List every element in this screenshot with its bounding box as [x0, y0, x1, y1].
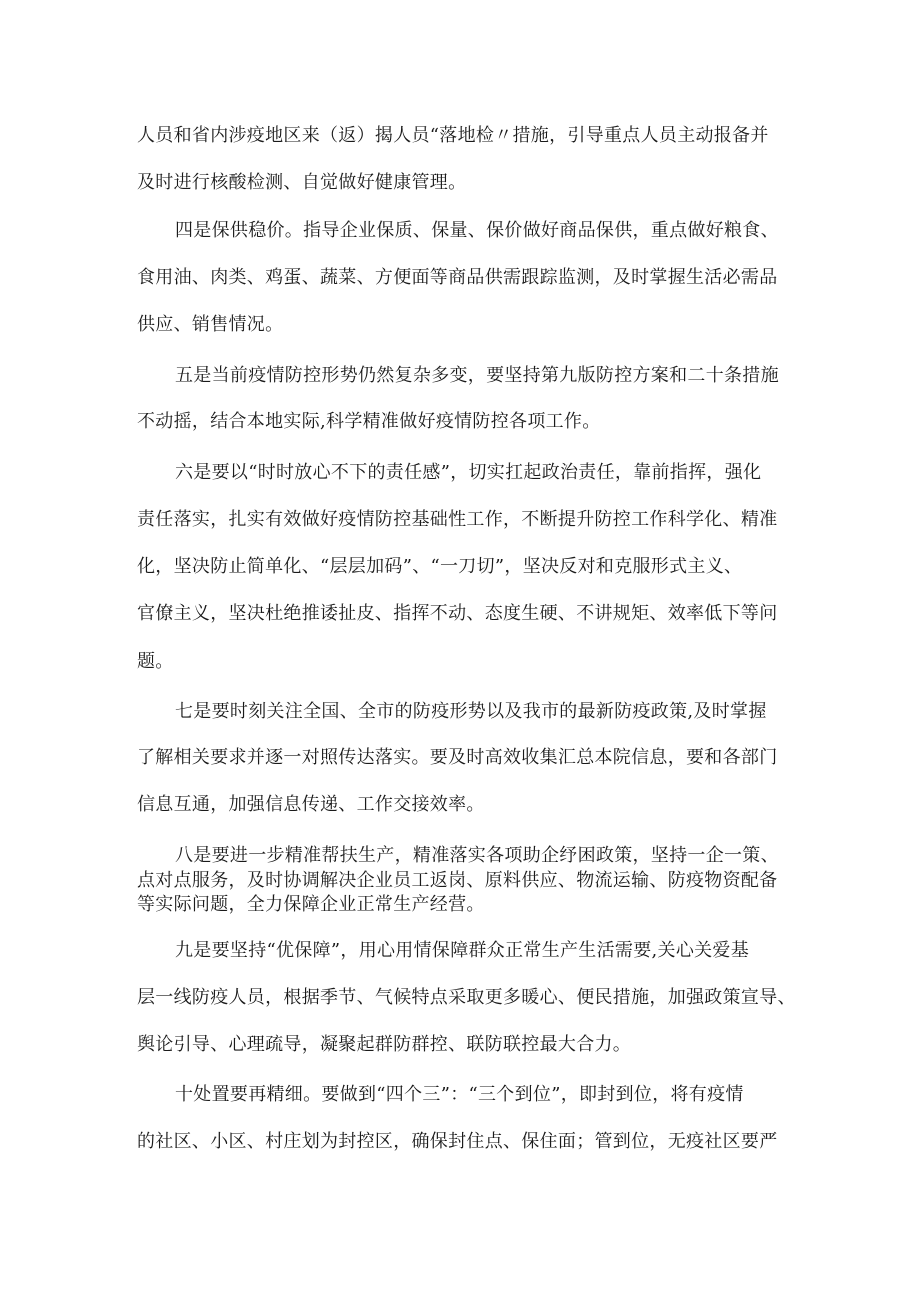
- paragraph-2-line-2: 食用油、肉类、鸡蛋、蔬菜、方便面等商品供需跟踪监测，及时掌握生活必需品: [137, 267, 778, 288]
- paragraph-3-line-2: 不动摇，结合本地实际,科学精准做好疫情防控各项工作。: [137, 411, 601, 432]
- paragraph-7-line-2: 层一线防疫人员，根据季节、气候特点采取更多暖心、便民措施，加强政策宣导、: [137, 987, 796, 1008]
- paragraph-4-line-5: 题。: [137, 651, 174, 672]
- paragraph-2-line-3: 供应、销售情况。: [137, 314, 284, 335]
- paragraph-8-line-1: 十处置要再精细。要做到“四个三”：“三个到位”，即封到位，将有疫情: [175, 1084, 744, 1105]
- paragraph-4-line-3: 化，坚决防止简单化、“层层加码”、“一刀切”，坚决反对和克服形式主义、: [137, 556, 743, 577]
- paragraph-7-line-1: 九是要坚持“优保障”，用心用情保障群众正常生产生活需要,关心关爱基: [175, 940, 750, 961]
- paragraph-4-line-2: 责任落实，扎实有效做好疫情防控基础性工作，不断提升防控工作科学化、精准: [137, 509, 778, 530]
- paragraph-6-line-2: 点对点服务，及时协调解决企业员工返岗、原料供应、物流运输、防疫物资配备: [137, 870, 778, 891]
- paragraph-5-line-3: 信息互通，加强信息传递、工作交接效率。: [137, 794, 485, 815]
- paragraph-1-line-2: 及时进行核酸检测、自觉做好健康管理。: [137, 172, 467, 193]
- paragraph-4-line-4: 官僚主义，坚决杜绝推诿扯皮、指挥不动、态度生硬、不讲规矩、效率低下等问: [137, 603, 778, 624]
- paragraph-5-line-1: 七是要时刻关注全国、全市的防疫形势以及我市的最新防疫政策,及时掌握: [175, 701, 767, 722]
- paragraph-2-line-1: 四是保供稳价。指导企业保质、保量、保价做好商品保供，重点做好粮食、: [175, 220, 779, 241]
- paragraph-6-line-1: 八是要进一步精准帮扶生产，精准落实各项助企纾困政策，坚持一企一策、: [175, 845, 779, 866]
- paragraph-7-line-3: 舆论引导、心理疏导，凝聚起群防群控、联防联控最大合力。: [137, 1034, 632, 1055]
- paragraph-5-line-2: 了解相关要求并逐一对照传达落实。要及时高效收集汇总本院信息，要和各部门: [137, 747, 778, 768]
- paragraph-3-line-1: 五是当前疫情防控形势仍然复杂多变，要坚持第九版防控方案和二十条措施: [175, 365, 779, 386]
- paragraph-6-line-3: 等实际问题，全力保障企业正常生产经营。: [137, 894, 485, 915]
- paragraph-8-line-2: 的社区、小区、村庄划为封控区，确保封住点、保住面；管到位，无疫社区要严: [137, 1131, 778, 1152]
- paragraph-4-line-1: 六是要以“时时放心不下的责任感”，切实扛起政治责任，靠前指挥，强化: [175, 462, 762, 483]
- paragraph-1-line-1: 人员和省内涉疫地区来（返）揭人员“落地检〃措施，引导重点人员主动报备并: [137, 125, 769, 146]
